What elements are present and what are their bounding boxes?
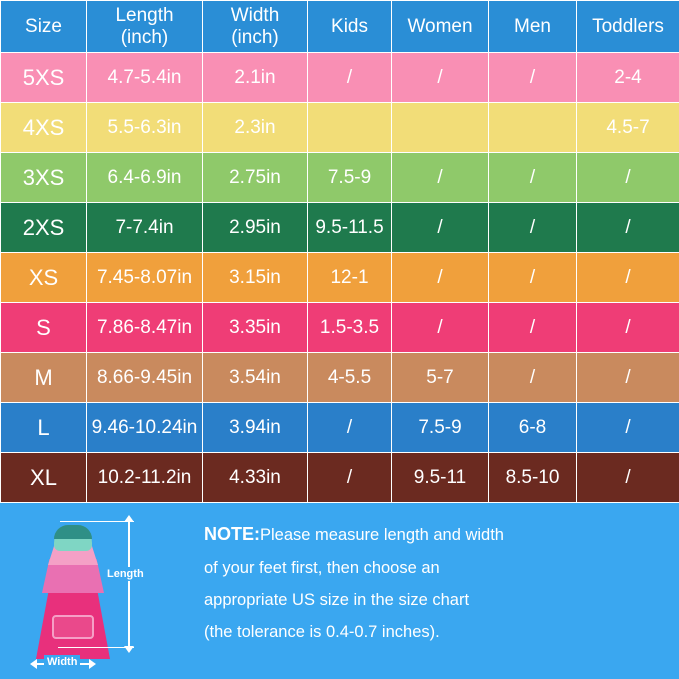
fin-measurement-figure (0, 503, 200, 679)
swim-fin-icon (28, 517, 118, 662)
note-line-2: of your feet first, then choose an (204, 559, 440, 578)
cell-women: 9.5-11 (392, 453, 489, 503)
cell-toddlers: / (577, 453, 679, 503)
cell-men: / (489, 153, 577, 203)
length-guide-bottom (58, 647, 134, 648)
table-row (1, 53, 679, 103)
table-header (1, 1, 679, 53)
cell-men: / (489, 253, 577, 303)
cell-women: / (392, 253, 489, 303)
header-width-sub: (inch) (231, 26, 279, 48)
cell-toddlers: / (577, 203, 679, 253)
cell-length: 7.45-8.07in (87, 253, 203, 303)
cell-length: 7-7.4in (87, 203, 203, 253)
cell-width: 3.94in (203, 403, 308, 453)
cell-kids: 4-5.5 (308, 353, 392, 403)
cell-men: / (489, 353, 577, 403)
cell-women: / (392, 203, 489, 253)
cell-kids: 9.5-11.5 (308, 203, 392, 253)
fin-vent-shape (52, 615, 94, 639)
note-section (0, 503, 679, 679)
cell-toddlers: 2-4 (577, 53, 679, 103)
fin-heel-top-shape (54, 525, 92, 539)
cell-toddlers: / (577, 303, 679, 353)
cell-women (392, 103, 489, 153)
header-row (1, 1, 679, 53)
cell-length: 10.2-11.2in (87, 453, 203, 503)
cell-size: 5XS (1, 53, 87, 103)
header-length-label: Length (115, 5, 174, 27)
cell-women: / (392, 303, 489, 353)
cell-toddlers: / (577, 403, 679, 453)
cell-kids: / (308, 453, 392, 503)
table-row (1, 353, 679, 403)
header-width-label: Width (230, 5, 280, 27)
cell-kids: 12-1 (308, 253, 392, 303)
cell-kids: 7.5-9 (308, 153, 392, 203)
column-header-toddlers (577, 1, 679, 53)
cell-length: 8.66-9.45in (87, 353, 203, 403)
length-guide-top (60, 521, 134, 522)
cell-width: 2.95in (203, 203, 308, 253)
cell-size: S (1, 303, 87, 353)
table-row (1, 403, 679, 453)
cell-width: 4.33in (203, 453, 308, 503)
cell-toddlers: / (577, 253, 679, 303)
table-row (1, 303, 679, 353)
cell-kids: / (308, 53, 392, 103)
cell-toddlers: / (577, 353, 679, 403)
cell-men: 6-8 (489, 403, 577, 453)
cell-size: 2XS (1, 203, 87, 253)
cell-width: 2.75in (203, 153, 308, 203)
cell-men: / (489, 53, 577, 103)
cell-length: 7.86-8.47in (87, 303, 203, 353)
cell-size: 4XS (1, 103, 87, 153)
length-arrow-icon (128, 521, 130, 647)
header-length-sub: (inch) (120, 26, 169, 48)
cell-size: XL (1, 453, 87, 503)
cell-kids: 1.5-3.5 (308, 303, 392, 353)
header-toddlers-label: Toddlers (592, 15, 664, 37)
column-header-kids (308, 1, 392, 53)
cell-toddlers: / (577, 153, 679, 203)
width-dimension-label: Width (44, 655, 80, 669)
column-header-size (1, 1, 87, 53)
cell-length: 4.7-5.4in (87, 53, 203, 103)
cell-women: / (392, 53, 489, 103)
cell-kids (308, 103, 392, 153)
table-body (1, 53, 679, 503)
cell-women: 7.5-9 (392, 403, 489, 453)
column-header-men (489, 1, 577, 53)
cell-men (489, 103, 577, 153)
note-text-block (200, 503, 679, 649)
note-line-4: (the tolerance is 0.4-0.7 inches). (204, 623, 440, 642)
header-size-label: Size (25, 15, 62, 37)
cell-length: 5.5-6.3in (87, 103, 203, 153)
length-dimension-label: Length (104, 567, 147, 581)
cell-length: 6.4-6.9in (87, 153, 203, 203)
note-line-1 (204, 517, 663, 552)
note-line-3: appropriate US size in the size chart (204, 591, 470, 610)
table-row (1, 253, 679, 303)
column-header-width (203, 1, 308, 53)
cell-men: 8.5-10 (489, 453, 577, 503)
cell-women: 5-7 (392, 353, 489, 403)
cell-kids: / (308, 403, 392, 453)
cell-women: / (392, 153, 489, 203)
cell-width: 3.54in (203, 353, 308, 403)
table-row (1, 453, 679, 503)
header-women-label: Women (407, 15, 473, 37)
cell-size: XS (1, 253, 87, 303)
column-header-length (87, 1, 203, 53)
cell-toddlers: 4.5-7 (577, 103, 679, 153)
cell-men: / (489, 303, 577, 353)
header-men-label: Men (514, 15, 551, 37)
cell-size: M (1, 353, 87, 403)
note-label: NOTE: (204, 524, 260, 544)
table-row (1, 203, 679, 253)
header-kids-label: Kids (331, 15, 368, 37)
cell-length: 9.46-10.24in (87, 403, 203, 453)
cell-size: L (1, 403, 87, 453)
column-header-women (392, 1, 489, 53)
cell-width: 3.35in (203, 303, 308, 353)
note-line-1-text: Please measure length and width (260, 526, 504, 544)
cell-width: 2.3in (203, 103, 308, 153)
cell-size: 3XS (1, 153, 87, 203)
table-row (1, 103, 679, 153)
cell-width: 3.15in (203, 253, 308, 303)
table-row (1, 153, 679, 203)
cell-men: / (489, 203, 577, 253)
cell-width: 2.1in (203, 53, 308, 103)
